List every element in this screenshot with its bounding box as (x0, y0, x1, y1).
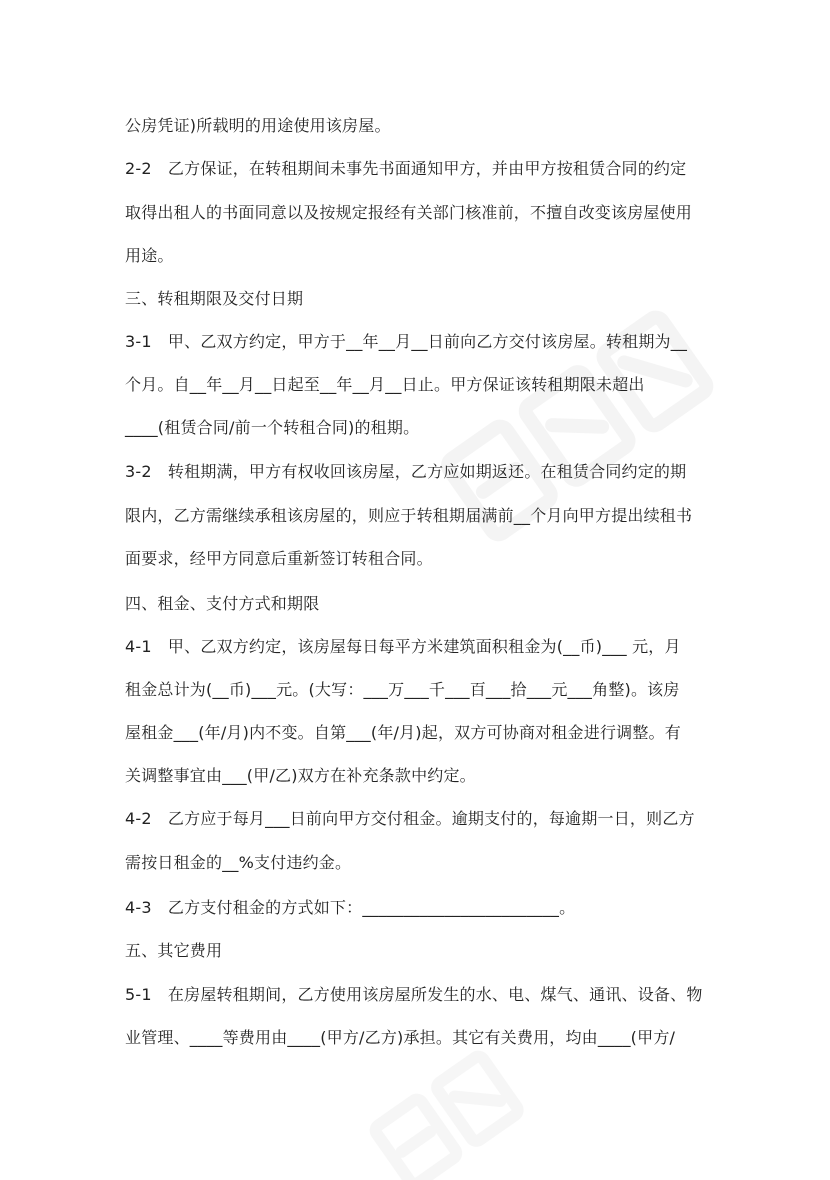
text-line: 4-1 甲、乙双方约定，该房屋每日每平方米建筑面积租金为(__币)___ 元，月 (125, 637, 681, 656)
text-line: 面要求，经甲方同意后重新签订转租合同。 (125, 549, 433, 568)
text-line: 个月。自__年__月__日起至__年__月__日止。甲方保证该转租期限未超出 (125, 375, 645, 394)
text-line: 关调整事宜由___(甲/乙)双方在补充条款中约定。 (125, 766, 476, 785)
text-line: 4-2 乙方应于每月___日前向甲方交付租金。逾期支付的，每逾期一日，则乙方 (125, 809, 695, 828)
watermark-icon (360, 1040, 580, 1180)
text-line: 4-3 乙方支付租金的方式如下：________________________。 (125, 898, 576, 917)
text-line: 取得出租人的书面同意以及按规定报经有关部门核准前，不擅自改变该房屋使用 (125, 203, 693, 222)
text-line: ____(租赁合同/前一个转租合同)的租期。 (125, 418, 420, 437)
text-line: 3-1 甲、乙双方约定，甲方于__年__月__日前向乙方交付该房屋。转租期为__ (125, 332, 688, 351)
text-line: 3-2 转租期满，甲方有权收回该房屋，乙方应如期返还。在租赁合同约定的期 (125, 462, 687, 481)
section-heading: 四、租金、支付方式和期限 (125, 594, 320, 613)
text-line: 限内，乙方需继续承租该房屋的，则应于转租期届满前__个月向甲方提出续租书 (125, 506, 693, 525)
text-line: 屋租金___(年/月)内不变。自第___(年/月)起，双方可协商对租金进行调整。有 (125, 723, 681, 742)
text-line: 2-2 乙方保证，在转租期间未事先书面通知甲方，并由甲方按租赁合同的约定 (125, 159, 687, 178)
section-heading: 五、其它费用 (125, 941, 223, 960)
section-heading: 三、转租期限及交付日期 (125, 289, 304, 308)
text-line: 需按日租金的__%支付违约金。 (125, 853, 352, 872)
text-line: 5-1 在房屋转租期间，乙方使用该房屋所发生的水、电、煤气、通讯、设备、物 (125, 985, 703, 1004)
text-line: 用途。 (125, 246, 174, 265)
text-line: 业管理、____等费用由____(甲方/乙方)承担。其它有关费用，均由____(甲方/ (125, 1028, 676, 1047)
text-line: 租金总计为(__币)___元。(大写：___万___千___百___拾___元___角整)。该房 (125, 680, 680, 699)
text-line: 公房凭证)所载明的用途使用该房屋。 (125, 116, 391, 135)
